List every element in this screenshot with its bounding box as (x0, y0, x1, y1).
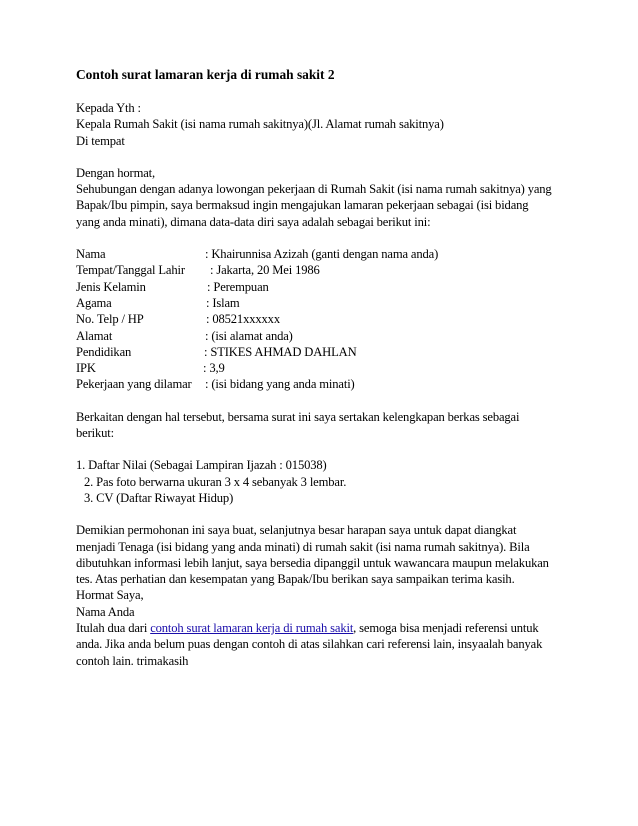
biodata-row (76, 360, 576, 376)
list-item: 3. CV (Daftar Riwayat Hidup) (84, 490, 234, 505)
list-item: 2. Pas foto berwarna ukuran 3 x 4 sebanyak 3 lembar. (84, 474, 347, 489)
biodata-value: : 08521xxxxxx (206, 312, 280, 327)
biodata-row (76, 344, 576, 360)
biodata-value: : Jakarta, 20 Mei 1986 (210, 263, 320, 278)
biodata-row (76, 262, 576, 278)
closing-line: Demikian permohonan ini saya buat, selanjutnya besar harapan saya untuk dapat diangkat (76, 523, 517, 538)
biodata-row (76, 295, 576, 311)
closing-line: dibutuhkan informasi lebih lanjut, saya bersedia dipanggil untuk wawancara maupun melakukan (76, 555, 549, 570)
article-link[interactable]: contoh surat lamaran kerja di rumah sakit (150, 621, 354, 636)
footer-suffix: , semoga bisa menjadi referensi untuk (353, 621, 539, 636)
attachments-intro-line: berikut: (76, 426, 114, 441)
biodata-label: Nama (76, 247, 106, 262)
letter-document (76, 66, 576, 669)
biodata-label: No. Telp / HP (76, 312, 144, 327)
biodata-row (76, 279, 576, 295)
biodata-label: Tempat/Tanggal Lahir (76, 263, 185, 278)
biodata-row (76, 376, 576, 392)
footer-line (76, 620, 576, 636)
footer-line: anda. Jika anda belum puas dengan contoh di atas silahkan cari referensi lain, insyaalah banyak (76, 637, 543, 652)
biodata-value: : Islam (206, 295, 240, 310)
biodata-label: Pekerjaan yang dilamar (76, 377, 192, 392)
biodata-label: IPK (76, 361, 96, 376)
closing-paragraph (76, 522, 576, 669)
greeting: Dengan hormat, (76, 165, 156, 180)
footer-prefix: Itulah dua dari (76, 621, 151, 636)
biodata-label: Jenis Kelamin (76, 279, 146, 294)
biodata-value: : Khairunnisa Azizah (ganti dengan nama anda) (205, 247, 439, 262)
biodata-value: : Perempuan (207, 279, 269, 294)
footer-line: contoh lain. trimakasih (76, 653, 189, 668)
opening-line: yang anda minati), dimana data-data diri saya adalah sebagai berikut ini: (76, 214, 431, 229)
opening-paragraph (76, 165, 576, 230)
attachments-list (76, 457, 576, 506)
signature-name: Nama Anda (76, 604, 135, 619)
closing-line: tes. Atas perhatian dan kesempatan yang Bapak/Ibu berikan saya sampaikan terima kasih. (76, 572, 515, 587)
recipient-line: Kepala Rumah Sakit (isi nama rumah sakitnya)(Jl. Alamat rumah sakitnya) (76, 117, 444, 132)
opening-line: Bapak/Ibu pimpin, saya bermaksud ingin mengajukan lamaran pekerjaan sebagai (isi bidang (76, 198, 529, 213)
page-title: Contoh surat lamaran kerja di rumah sakit 2 (76, 67, 335, 82)
attachments-intro (76, 409, 576, 442)
opening-line: Sehubungan dengan adanya lowongan pekerjaan di Rumah Sakit (isi nama rumah sakitnya) yang (76, 182, 552, 197)
recipient-block (76, 100, 576, 149)
recipient-line: Kepada Yth : (76, 101, 141, 115)
biodata-row (76, 328, 576, 344)
biodata-value: : (isi bidang yang anda minati) (205, 377, 355, 392)
list-item: 1. Daftar Nilai (Sebagai Lampiran Ijazah : 015038) (76, 458, 327, 473)
closing-line: menjadi Tenaga (isi bidang yang anda minati) di rumah sakit (isi nama rumah sakitnya). Bila (76, 539, 530, 554)
biodata-label: Agama (76, 295, 112, 310)
recipient-line: Di tempat (76, 133, 125, 148)
biodata-row (76, 246, 576, 262)
biodata-value: : (isi alamat anda) (205, 328, 293, 343)
biodata-label: Pendidikan (76, 344, 132, 359)
biodata-row (76, 311, 576, 327)
biodata-value: : STIKES AHMAD DAHLAN (204, 344, 357, 359)
biodata-value: : 3,9 (203, 361, 225, 376)
biodata-list (76, 246, 576, 393)
attachments-intro-line: Berkaitan dengan hal tersebut, bersama surat ini saya sertakan kelengkapan berkas sebagai (76, 409, 520, 424)
signoff: Hormat Saya, (76, 588, 144, 603)
biodata-label: Alamat (76, 328, 113, 343)
